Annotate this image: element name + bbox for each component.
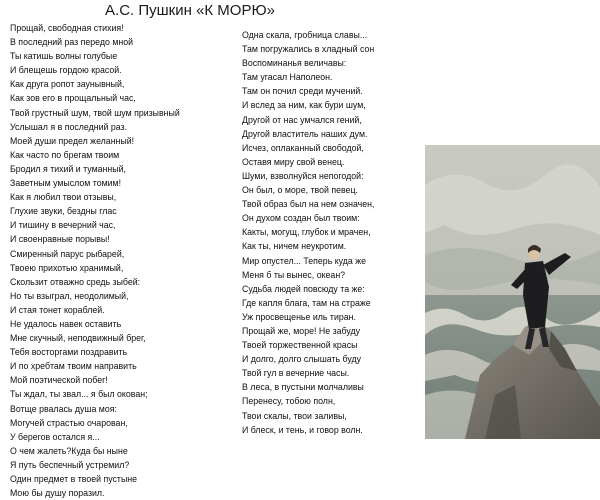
poem-line: Где капля блага, там на страже (242, 297, 371, 308)
poem-line: Твоею прихотью хранимый, (10, 262, 124, 273)
poem-line: Но ты взыграл, неодолимый, (10, 290, 129, 301)
poem-line: Мою бы душу поразил. (10, 488, 105, 499)
poem-line: Как часто по брегам твоим (10, 149, 120, 160)
poem-line: Там он почил среди мучений. (242, 86, 363, 97)
poem-line: Ты катишь волны голубые (10, 51, 118, 62)
poem-line: Один предмет в твоей пустыне (10, 474, 138, 484)
poem-line: Уж просвещенье иль тиран. (242, 311, 356, 322)
poem-line: Там погружались в хладный сон (242, 44, 375, 55)
poem-line: Он был, о море, твой певец. (242, 185, 358, 196)
poem-line: И по хребтам твоим направить (10, 361, 137, 372)
poem-line: Меня б ты вынес, океан? (242, 269, 346, 280)
poem-line: Судьба людей повсюду та же: (242, 283, 365, 294)
poem-line: Исчез, оплаканный свободой, (242, 142, 364, 153)
poem-line: Как ты, ничем неукротим. (242, 241, 347, 252)
poem-line: Скользит отважно средь зыбей: (10, 276, 141, 287)
poem-line: Тебя восторгами поздравить (10, 347, 128, 358)
poem-line: Твоей торжественной красы (242, 340, 358, 351)
poem-line: Воспоминанья величавы: (242, 58, 347, 69)
painting-illustration (425, 145, 600, 439)
poem-line: Мне скучный, неподвижный брег, (10, 333, 146, 344)
poem-line: Услышал я в последний раз. (10, 121, 128, 132)
poem-line: Другой властитель наших дум. (242, 128, 368, 139)
poem-line: И своенравные порывы! (10, 234, 110, 245)
poem-line: Твой образ был на нем означен, (242, 199, 375, 210)
poem-line: Моей души предел желанный! (10, 135, 135, 146)
poem-line: У берегов остался я... (10, 431, 100, 442)
poem-line: Бродил я тихий и туманный, (10, 163, 126, 174)
poem-line: В последний раз передо мной (10, 37, 134, 48)
poem-line: В леса, в пустыни молчаливы (242, 382, 364, 393)
page-title: А.С. Пушкин «К МОРЮ» (105, 2, 275, 19)
poem-line: И вслед за ним, как бури шум, (242, 100, 366, 111)
poem-line: Твои скалы, твои заливы, (242, 410, 347, 421)
poem-line: И блещешь гордою красой. (10, 65, 122, 76)
poem-line: Твой грустный шум, твой шум призывный (10, 107, 180, 118)
poem-line: Шуми, взволнуйся непогодой: (242, 170, 364, 181)
poem-line: Глухие звуки, бездны глас (10, 206, 117, 217)
poem-line: Ты ждал, ты звал... я был окован; (10, 389, 148, 400)
poem-line: Прощай же, море! Не забуду (242, 325, 360, 336)
poem-line: Он духом создан был твоим: (242, 213, 360, 224)
poem-line: Могучей страстью очарован, (10, 417, 128, 428)
poem-line: Прощай, свободная стихия! (10, 23, 124, 33)
poem-line: Как я любил твои отзывы, (10, 192, 117, 203)
poem-line: Заветным умыслом томим! (10, 178, 122, 189)
poem-line: Вотще рвалась душа моя: (10, 403, 117, 414)
poem-line: Какты, могущ, глубок и мрачен, (242, 227, 371, 238)
poem-line: И долго, долго слышать буду (242, 354, 361, 365)
poem-line: Перенесу, тобою полн, (242, 396, 336, 407)
poem-line: Оставя миру свой венец. (242, 156, 345, 167)
poem-line: И блеск, и тень, и говор волн. (242, 424, 363, 435)
poem-line: О чем жалеть?Куда бы ныне (10, 445, 128, 456)
poem-line: Одна скала, гробница славы... (242, 30, 368, 40)
poem-line: Как зов его в прощальный час, (10, 93, 136, 104)
poem-line: Другой от нас умчался гений, (242, 114, 362, 125)
poem-line: И стая тонет кораблей. (10, 304, 105, 315)
poem-line: Твой гул в вечерние часы. (242, 368, 350, 379)
poem-line: Я путь беспечный устремил? (10, 459, 130, 470)
poem-line: Смиренный парус рыбарей, (10, 248, 125, 259)
poem-line: И тишину в вечерний час, (10, 220, 116, 231)
poem-line: Как друга ропот заунывный, (10, 79, 125, 90)
poem-column-left (10, 21, 238, 500)
poem-line: Не удалось навек оставить (10, 318, 122, 329)
poem-line: Мир опустел... Теперь куда же (242, 255, 367, 266)
poem-line: Мой поэтической побег! (10, 375, 108, 386)
poem-line: Там угасал Наполеон. (242, 72, 333, 83)
poem-column-right (242, 28, 410, 437)
